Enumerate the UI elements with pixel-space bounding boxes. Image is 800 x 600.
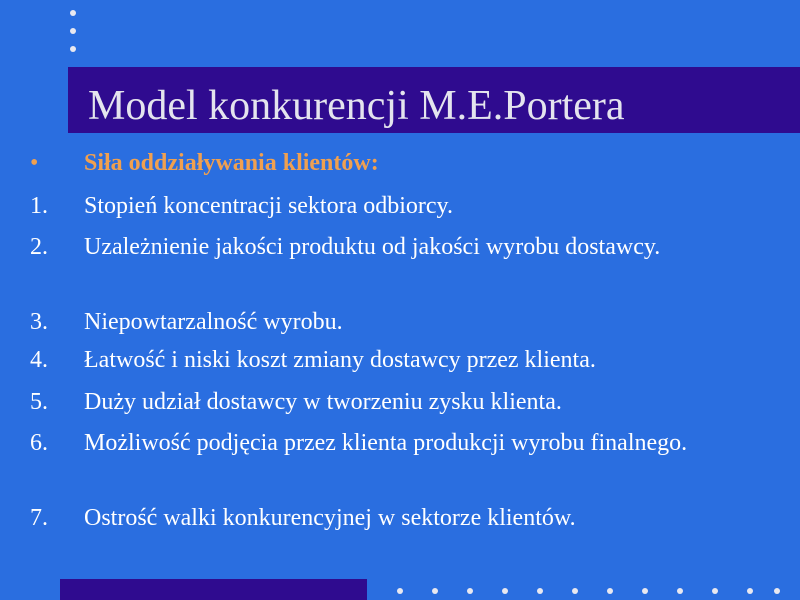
item-text: Łatwość i niski koszt zmiany dostawcy przez klienta.: [84, 347, 596, 373]
bullet-marker: •: [30, 150, 39, 176]
item-text: Duży udział dostawcy w tworzeniu zysku klienta.: [84, 389, 562, 415]
decor-dot: [747, 588, 753, 594]
item-number: 5.: [30, 389, 48, 415]
heading-text: Siła oddziaływania klientów:: [84, 150, 379, 176]
decor-dot: [432, 588, 438, 594]
item-text: Uzależnienie jakości produktu od jakości wyrobu dostawcy.: [84, 234, 661, 260]
decor-dot: [397, 588, 403, 594]
item-number: 4.: [30, 347, 48, 373]
slide-title: Model konkurencji M.E.Portera: [88, 83, 625, 129]
item-text: Niepowtarzalność wyrobu.: [84, 309, 343, 335]
decor-dot: [70, 28, 76, 34]
decor-dot: [712, 588, 718, 594]
decor-dot: [774, 588, 780, 594]
item-number: 6.: [30, 430, 48, 456]
decor-dot: [70, 10, 76, 16]
item-text: Ostrość walki konkurencyjnej w sektorze klientów.: [84, 505, 576, 531]
decor-dot: [572, 588, 578, 594]
decor-dot: [70, 46, 76, 52]
decor-dot: [677, 588, 683, 594]
item-number: 7.: [30, 505, 48, 531]
item-number: 1.: [30, 193, 48, 219]
item-text: Stopień koncentracji sektora odbiorcy.: [84, 193, 453, 219]
item-number: 2.: [30, 234, 48, 260]
decor-dot: [502, 588, 508, 594]
decor-dot: [642, 588, 648, 594]
decor-dot: [537, 588, 543, 594]
decor-dot: [607, 588, 613, 594]
bottom-bar: [60, 579, 367, 600]
decor-dot: [467, 588, 473, 594]
item-text: Możliwość podjęcia przez klienta produkcji wyrobu finalnego.: [84, 430, 688, 456]
item-number: 3.: [30, 309, 48, 335]
